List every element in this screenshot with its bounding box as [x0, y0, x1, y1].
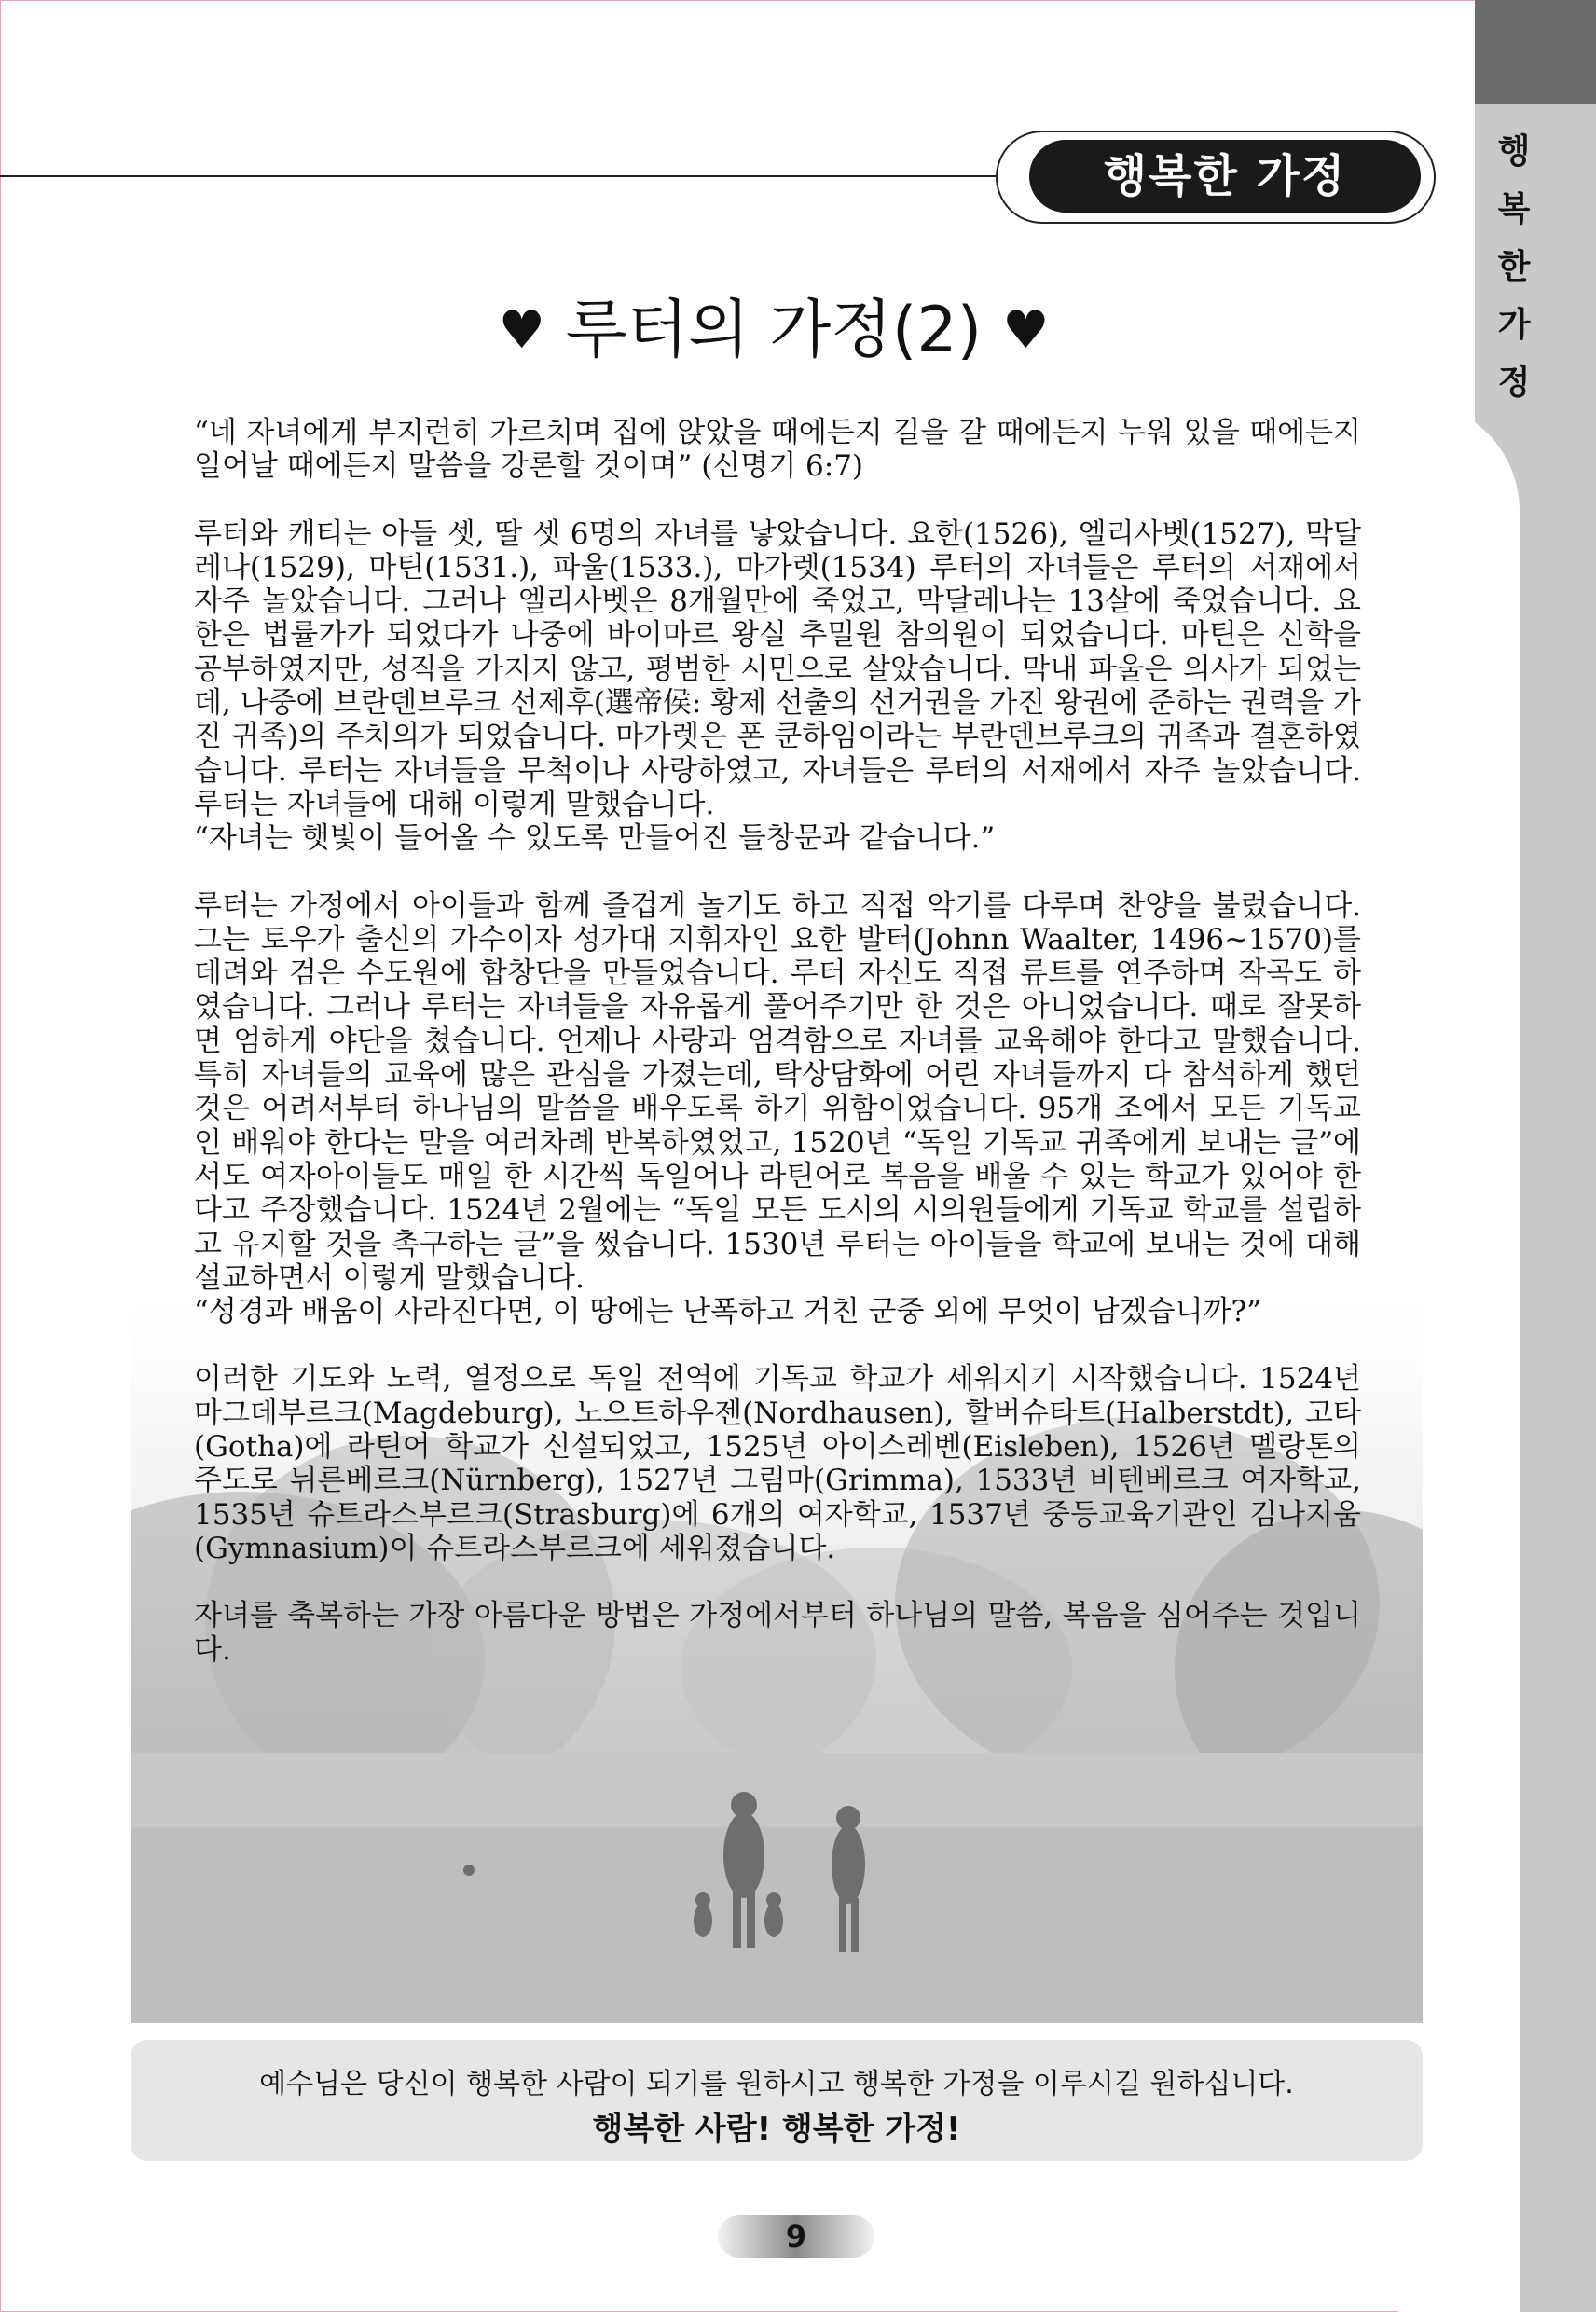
message-box	[131, 2040, 1423, 2161]
side-tab-char: 가	[1497, 306, 1531, 344]
paragraph: 이러한 기도와 노력, 열정으로 독일 전역에 기독교 학교가 세워지기 시작했습니다. 1524년 마그데부르크(Magdeburg), 노으트하우젠(Nordhausen), 할버슈타트(Halberstdt), 고타(Gotha)에 라틴어 학교가 신설되었고, 1525년 아이스레벤(Eisleben), 1526년 멜랑톤의 주도로 뉘른베르크(Nürnberg), 1527년 그림마(Grimma), 1533년 비텐베르크 여자학교, 1535년 슈트라스부르크(Strasburg)에 6개의 여자학교, 1537년 중등교육기관인 김나지움(Gymnasium)이 슈트라스부르크에 세워졌습니다.	[194, 1362, 1361, 1565]
article-title: 루터의 가정(2)	[565, 294, 983, 367]
side-tab-char: 한	[1497, 248, 1531, 286]
bible-verse: “네 자녀에게 부지런히 가르치며 집에 앉았을 때에든지 길을 갈 때에든지 누워 있을 때에든지 일어날 때에든지 말씀을 강론할 것이며” (신명기 6:7)	[194, 416, 1361, 484]
paragraph-gap	[194, 484, 1361, 517]
paragraph-gap	[194, 1328, 1361, 1362]
paragraph: 루터와 캐티는 아들 셋, 딸 셋 6명의 자녀를 낳았습니다. 요한(1526), 엘리사벳(1527), 막달레나(1529), 마틴(1531.), 파울(1533.), 마가렛(1534) 루터의 자녀들은 루터의 서재에서 자주 놀았습니다. 그러나 엘리사벳은 8개월만에 죽었고, 막달레나는 13살에 죽었습니다. 요한은 법률가가 되었다가 나중에 바이마르 왕실 추밀원 참의원이 되었습니다. 마틴은 신학을 공부하였지만, 성직을 가지지 않고, 평범한 시민으로 살았습니다. 막내 파울은 의사가 되었는데, 나중에 브란덴브루크 선제후(選帝侯: 황제 선출의 선거권을 가진 왕권에 준하는 권력을 가진 귀족)의 주치의가 되었습니다. 마가렛은 폰 쿤하임이라는 부란덴브루크의 귀족과 결혼하였습니다. 루터는 자녀들을 무척이나 사랑하였고, 자녀들은 루터의 서재에서 자주 놀았습니다. 루터는 자녀들에 대해 이렇게 말했습니다.	[194, 516, 1361, 821]
paragraph-gap	[194, 1565, 1361, 1599]
side-tab-top-block	[1475, 0, 1596, 104]
paragraph-gap	[194, 856, 1361, 889]
closing-sentence: 자녀를 축복하는 가장 아름다운 방법은 가정에서부터 하나님의 말씀, 복음을 심어주는 것입니다.	[194, 1599, 1361, 1667]
message-line: 예수님은 당신이 행복한 사람이 되기를 원하시고 행복한 가정을 이루시길 원하십니다.	[259, 2068, 1294, 2100]
quote: “성경과 배움이 사라진다면, 이 땅에는 난폭하고 거친 군중 외에 무엇이 남겠습니까?”	[194, 1295, 1261, 1329]
article-title-row	[0, 280, 1548, 370]
side-tab-char: 정	[1497, 364, 1531, 402]
section-title: 행복한 가정	[1103, 150, 1347, 202]
side-tab-char: 복	[1497, 190, 1531, 228]
page-number: 9	[785, 2219, 807, 2254]
quote: “자녀는 햇빛이 들어올 수 있도록 만들어진 들창문과 같습니다.”	[194, 821, 996, 856]
message-slogan: 행복한 사람! 행복한 가정!	[592, 2111, 961, 2148]
side-tab-char: 행	[1497, 132, 1531, 171]
heart-icon: ♥	[498, 300, 545, 361]
header-rule	[0, 175, 1016, 177]
paragraph: 루터는 가정에서 아이들과 함께 즐겁게 놀기도 하고 직접 악기를 다루며 찬양을 불렀습니다. 그는 토우가 출신의 가수이자 성가대 지휘자인 요한 발터(Johnn Waalter, 1496~1570)를 데려와 검은 수도원에 합창단을 만들었습니다. 루터 자신도 직접 류트를 연주하며 작곡도 하였습니다. 그러나 루터는 자녀들을 자유롭게 풀어주기만 한 것은 아니었습니다. 때로 잘못하면 엄하게 야단을 쳤습니다. 언제나 사랑과 엄격함으로 자녀를 교육해야 한다고 말했습니다. 특히 자녀들의 교육에 많은 관심을 가졌는데, 탁상담화에 어린 자녀들까지 다 참석하게 했던 것은 어려서부터 하나님의 말씀을 배우도록 하기 위함이었습니다. 95개 조에서 모든 기독교인 배워야 한다는 말을 여러차례 반복하였었고, 1520년 “독일 기독교 귀족에게 보내는 글”에서도 여자아이들도 매일 한 시간씩 독일어나 라틴어로 복음을 배울 수 있는 학교가 있어야 한다고 주장했습니다. 1524년 2월에는 “독일 모든 도시의 시의원들에게 기독교 학교를 설립하고 유지할 것을 촉구하는 글”을 썼습니다. 1530년 루터는 아이들을 학교에 보내는 것에 대해 설교하면서 이렇게 말했습니다.	[194, 888, 1361, 1295]
article-body	[194, 416, 1361, 1667]
heart-icon: ♥	[1002, 300, 1050, 361]
